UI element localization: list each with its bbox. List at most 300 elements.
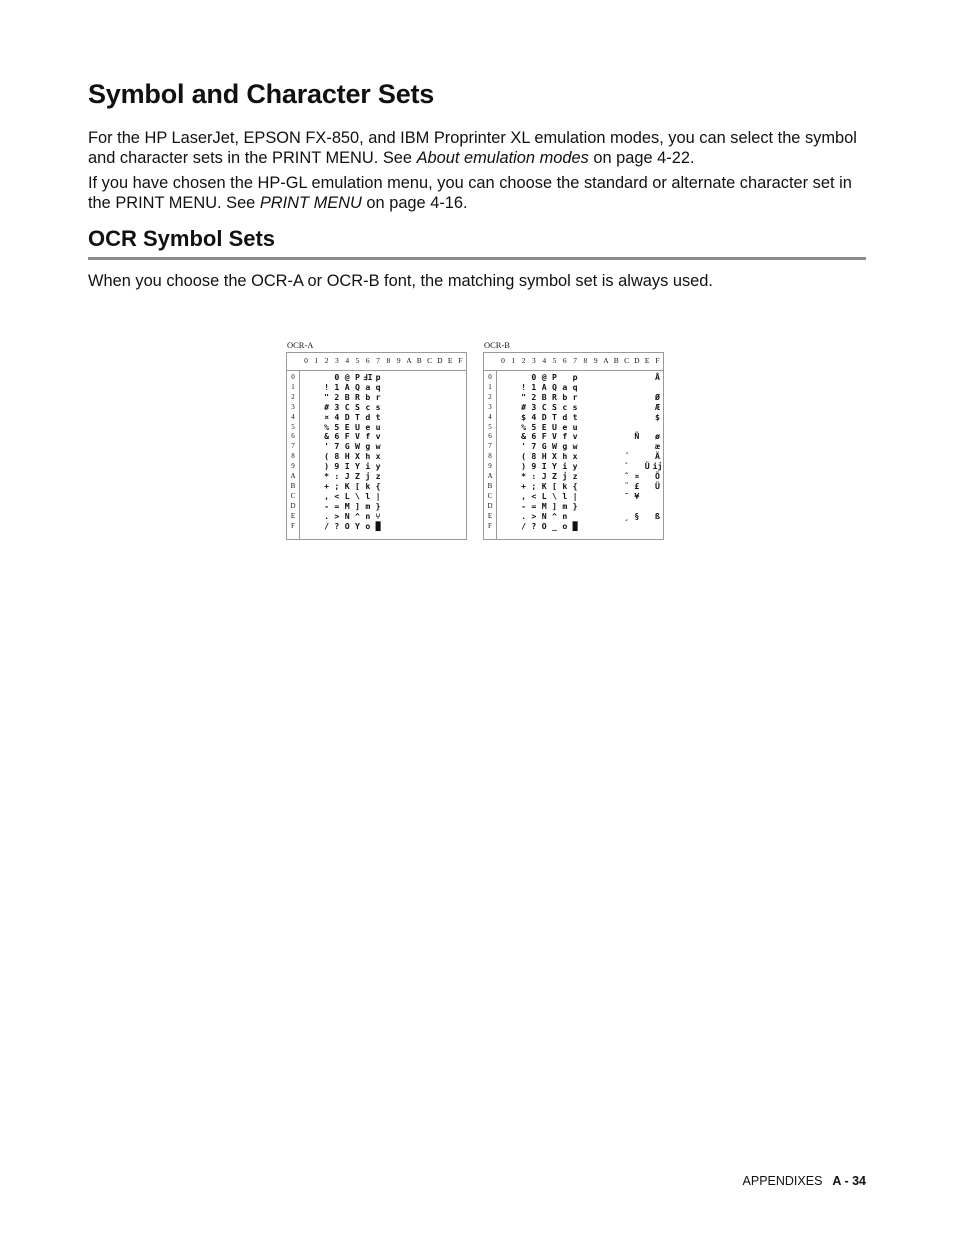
character-cell: P (552, 372, 557, 382)
character-cell: Y (355, 461, 360, 472)
character-cell: $ (521, 411, 527, 422)
character-cell: Q (552, 381, 557, 392)
character-cell: g (562, 441, 568, 452)
row-header: 3 (488, 402, 492, 411)
column-header: 4 (542, 356, 547, 365)
character-cell: ' (521, 441, 527, 452)
character-cell: l (562, 490, 568, 501)
character-cell: 4 (531, 411, 537, 422)
character-cell: Ä (655, 451, 660, 462)
character-cell: & (521, 431, 527, 442)
character-cell: J (344, 471, 350, 481)
character-cell: H (344, 451, 350, 462)
character-cell: f (562, 431, 568, 442)
row-header: A (290, 472, 296, 480)
character-cell: i (562, 461, 568, 472)
character-cell: y (572, 461, 578, 472)
character-cell: M (541, 500, 547, 511)
character-cell: e (365, 421, 371, 432)
row-header: 8 (488, 452, 492, 461)
character-cell: . (324, 510, 330, 521)
character-cell: - (324, 500, 330, 511)
character-cell: ¤ (634, 471, 640, 481)
character-cell: H (541, 451, 547, 462)
character-cell: U (355, 421, 360, 432)
character-cell: 0 (334, 372, 340, 382)
section-title: OCR Symbol Sets (88, 226, 276, 251)
character-cell: % (324, 421, 330, 432)
character-cell: ˆ (624, 471, 630, 481)
character-cell: ß (655, 510, 660, 521)
column-header: 8 (583, 356, 588, 365)
intro-1-text: For the HP LaserJet, EPSON FX-850, and IBM Proprinter XL emulation modes, you can select the symbol and character sets in the PRINT MENU. See (88, 129, 857, 167)
character-cell: W (355, 441, 360, 452)
character-cell: W (552, 441, 557, 452)
character-cell: G (344, 441, 350, 452)
character-cell: [ (552, 480, 557, 491)
character-cell: ( (521, 451, 527, 462)
character-cell: p (572, 372, 578, 382)
character-cell: C (541, 401, 547, 412)
character-cell: = (531, 500, 537, 511)
character-cell: a (365, 381, 371, 392)
character-cell: Z (552, 471, 557, 481)
character-cell: Å (655, 372, 660, 382)
character-cell: 2 (531, 391, 537, 402)
character-cell: C (344, 401, 350, 412)
character-cell: 9 (334, 461, 340, 472)
character-cell: S (552, 401, 557, 412)
character-cell: U (552, 421, 557, 432)
row-header: B (487, 481, 493, 490)
character-cell: █ (572, 520, 578, 531)
row-header: A (487, 472, 493, 480)
character-cell: y (375, 461, 381, 472)
character-cell: < (334, 490, 340, 501)
row-header-column (484, 370, 497, 539)
character-cell: E (541, 421, 547, 432)
character-cell: j (562, 471, 568, 481)
row-header: D (487, 501, 493, 510)
row-header: 2 (488, 392, 492, 401)
column-header: 5 (355, 356, 360, 365)
character-cell: | (375, 490, 381, 501)
column-header: 5 (552, 356, 557, 365)
row-header: 0 (291, 373, 295, 381)
character-cell: 9 (531, 461, 537, 472)
character-cell: t (572, 411, 578, 422)
character-cell: D (541, 411, 547, 422)
character-cell: s (572, 401, 578, 412)
character-cell: d (562, 411, 568, 422)
character-cell: § (634, 510, 640, 521)
ocr-a-grid (286, 352, 467, 540)
column-header: 9 (396, 356, 401, 365)
character-cell: R (552, 391, 557, 402)
intro-2-after: on page 4-16. (361, 194, 468, 212)
character-cell: p (375, 372, 381, 382)
character-cell: E (344, 421, 350, 432)
character-cell: G (541, 441, 547, 452)
character-cell: * (324, 471, 330, 481)
about-emulation-modes-link[interactable]: About emulation modes (416, 149, 589, 167)
character-cell: [ (355, 480, 360, 491)
character-cell: X (552, 451, 557, 462)
intro-paragraph-1 (88, 128, 878, 168)
character-cell: S (355, 401, 360, 412)
character-cell: q (375, 381, 381, 392)
row-header: 4 (291, 412, 295, 421)
ocr-a-table (286, 340, 467, 540)
character-cell: N (344, 510, 350, 521)
column-header: 7 (573, 356, 577, 365)
column-header: 2 (324, 356, 329, 365)
character-cell: Ø (655, 391, 660, 402)
character-cell: , (521, 490, 527, 501)
character-cell: l (365, 490, 371, 501)
row-header: 7 (488, 442, 492, 451)
column-header: 8 (386, 356, 391, 365)
row-header: B (290, 481, 296, 490)
character-cell: } (375, 500, 381, 511)
column-header: 1 (511, 356, 516, 365)
column-header: A (603, 356, 609, 365)
character-cell: Z (355, 471, 360, 481)
column-header: 2 (521, 356, 526, 365)
ocr-b-caption: OCR-B (484, 340, 510, 350)
character-cell: < (531, 490, 537, 501)
character-cell: , (324, 490, 330, 501)
row-header: C (290, 491, 296, 500)
character-cell: u (572, 421, 578, 432)
section-body: When you choose the OCR-A or OCR-B font, the matching symbol set is always used. (88, 272, 713, 290)
character-cell: K (541, 480, 547, 491)
character-cell: k (365, 480, 371, 491)
character-cell: ) (521, 461, 527, 472)
character-cell: e (562, 421, 568, 432)
intro-paragraph-2 (88, 173, 878, 213)
character-cell: ( (324, 451, 330, 462)
character-cell: Ñ (634, 431, 640, 442)
row-header: 8 (291, 452, 295, 461)
character-cell: O (541, 520, 547, 531)
character-cell: ¸ (624, 510, 630, 521)
character-cell: i (365, 461, 371, 472)
character-cell: z (572, 471, 578, 481)
character-cell: w (375, 441, 381, 452)
character-cell: ) (324, 461, 330, 472)
character-cell: / (521, 520, 527, 531)
row-header: 4 (488, 412, 492, 421)
character-cell: ! (521, 381, 527, 392)
character-cell: t (375, 411, 381, 422)
character-cell: w (572, 441, 578, 452)
character-cell: ˜ (624, 490, 630, 501)
row-header: 5 (488, 422, 492, 431)
character-cell: B (541, 391, 547, 402)
character-cell: 1 (334, 381, 340, 392)
character-cell: 3 (334, 401, 340, 412)
column-header: 0 (304, 356, 308, 365)
column-header: D (437, 356, 443, 365)
character-cell: D (344, 411, 350, 422)
character-cell: " (521, 391, 527, 402)
section-divider (88, 257, 866, 260)
row-header: C (487, 491, 493, 500)
column-header: 0 (501, 356, 505, 365)
character-cell: X (355, 451, 360, 462)
character-cell: F (344, 431, 350, 442)
character-cell: d (365, 411, 371, 422)
row-header: 2 (291, 392, 295, 401)
character-cell: 8 (334, 451, 340, 462)
character-cell: o (365, 520, 371, 531)
character-cell: b (562, 391, 568, 402)
column-header: 9 (593, 356, 598, 365)
column-header-row (484, 353, 663, 371)
character-cell: @ (541, 372, 547, 382)
character-cell: > (334, 510, 340, 521)
character-cell: 1 (531, 381, 537, 392)
character-cell: # (324, 401, 330, 412)
column-header: D (634, 356, 640, 365)
row-header: 7 (291, 442, 295, 451)
character-cell: \ (552, 490, 557, 501)
symbol-set-figure (278, 340, 688, 562)
character-cell: = (334, 500, 340, 511)
page-title: Symbol and Character Sets (88, 79, 435, 109)
character-cell: & (324, 431, 330, 442)
character-cell: ; (531, 480, 537, 491)
character-cell: u (375, 421, 381, 432)
character-cell: 3 (531, 401, 537, 412)
character-cell: 6 (531, 431, 537, 442)
row-header: 6 (291, 432, 295, 441)
character-cell: 7 (531, 441, 537, 452)
character-cell: h (365, 451, 371, 462)
character-cell: L (344, 490, 350, 501)
character-cell: _ (552, 520, 557, 531)
character-cell: ] (355, 500, 360, 511)
character-cell: T (355, 411, 360, 422)
character-cell: 2 (334, 391, 340, 402)
row-header: 6 (488, 432, 492, 441)
character-cell: : (531, 471, 537, 481)
row-header: 5 (291, 422, 295, 431)
character-cell: r (572, 391, 578, 402)
page-footer (743, 1174, 866, 1188)
row-header-column (287, 370, 300, 539)
ocr-b-grid (483, 352, 664, 540)
character-cell: } (572, 500, 578, 511)
character-cell: j (365, 471, 371, 481)
column-header: C (427, 356, 433, 365)
column-header: 6 (365, 356, 370, 365)
character-cell: F (541, 431, 547, 442)
character-cell: g (365, 441, 371, 452)
character-cell: M (344, 500, 350, 511)
character-cell: ´ (624, 451, 630, 462)
character-cell: { (375, 480, 381, 491)
character-cell: v (572, 431, 578, 442)
character-cell: { (572, 480, 578, 491)
character-cell: - (521, 500, 527, 511)
character-cell: 6 (334, 431, 340, 442)
character-cell: b (365, 391, 371, 402)
column-header: 7 (376, 356, 380, 365)
column-header: C (624, 356, 630, 365)
row-header: 9 (488, 462, 492, 471)
row-header: 9 (291, 462, 295, 471)
ocr-a-caption: OCR-A (287, 340, 314, 350)
column-header: B (613, 356, 619, 365)
row-header: 0 (488, 373, 492, 381)
character-cell: ] (552, 500, 557, 511)
character-cell: + (521, 480, 527, 491)
character-cell: q (572, 381, 578, 392)
character-cell: Ü (655, 480, 660, 491)
column-header: F (655, 356, 660, 365)
character-cell: 5 (334, 421, 340, 432)
character-cell: # (521, 401, 527, 412)
intro-2-text: If you have chosen the HP-GL emulation menu, you can choose the standard or alternate character set in the PRINT MENU. See (88, 174, 852, 212)
character-cell: m (365, 500, 371, 511)
character-cell: " (324, 391, 330, 402)
print-menu-link[interactable]: PRINT MENU (259, 194, 362, 212)
character-cell: a (562, 381, 568, 392)
character-cell: r (375, 391, 381, 402)
character-cell: P (355, 372, 360, 382)
column-header: 3 (532, 356, 536, 365)
row-header: F (488, 521, 492, 530)
row-header: 1 (488, 382, 492, 391)
character-cell: ! (324, 381, 330, 392)
character-cell: V (552, 431, 557, 442)
row-header: D (290, 501, 296, 510)
character-cell: ¤ (324, 411, 330, 422)
character-cell: L (541, 490, 547, 501)
character-cell: █ (375, 520, 381, 531)
character-cell: @ (344, 372, 350, 382)
character-cell: ℲI (362, 372, 373, 382)
character-cell: V (355, 431, 360, 442)
character-cell: h (562, 451, 568, 462)
character-cell: ¥ (634, 490, 640, 501)
character-cell: J (541, 471, 547, 481)
character-cell: % (521, 421, 527, 432)
character-cell: s (375, 401, 381, 412)
character-cell: B (344, 391, 350, 402)
character-cell: n (562, 510, 568, 521)
character-cell: f (365, 431, 371, 442)
character-cell: 8 (531, 451, 537, 462)
character-cell: Ö (655, 471, 660, 481)
character-cell: 0 (531, 372, 537, 382)
column-header: F (458, 356, 463, 365)
character-cell: ^ (552, 510, 557, 521)
column-header: 3 (335, 356, 339, 365)
character-cell: c (562, 401, 568, 412)
column-header: 4 (345, 356, 350, 365)
ocr-b-table (483, 340, 664, 540)
character-cell: ` (624, 461, 630, 472)
character-cell: k (562, 480, 568, 491)
column-header: 6 (562, 356, 567, 365)
character-cell: Æ (655, 401, 660, 412)
character-cell: m (562, 500, 568, 511)
character-cell: . (521, 510, 527, 521)
character-cell: ^ (355, 510, 360, 521)
intro-1-after: on page 4-22. (588, 149, 695, 167)
character-cell: o (562, 520, 568, 531)
character-cell: K (344, 480, 350, 491)
character-cell: O (344, 520, 350, 531)
character-cell: A (541, 381, 547, 392)
character-cell: ø (655, 431, 660, 442)
character-cell: x (375, 451, 381, 462)
character-cell: > (531, 510, 537, 521)
character-cell: ; (334, 480, 340, 491)
character-cell: n (365, 510, 371, 521)
row-header: E (290, 511, 296, 520)
page-number: A - 34 (832, 1174, 866, 1188)
character-cell: Y (552, 461, 557, 472)
character-cell: ¨ (624, 480, 630, 491)
character-cell: ij (652, 461, 663, 472)
column-header: E (644, 356, 650, 365)
character-cell: T (552, 411, 557, 422)
character-cell: ' (324, 441, 330, 452)
character-cell: Q (355, 381, 360, 392)
character-cell: $ (655, 411, 660, 422)
row-header: E (487, 511, 493, 520)
character-cell: c (365, 401, 371, 412)
character-cell: Y (355, 520, 360, 531)
character-cell: Ü (644, 461, 650, 472)
character-cell: * (521, 471, 527, 481)
character-cell: 7 (334, 441, 340, 452)
character-cell: ? (531, 520, 537, 531)
column-header-row (287, 353, 466, 371)
row-header: F (291, 521, 295, 530)
character-cell: ? (334, 520, 340, 531)
footer-section: APPENDIXES (742, 1174, 823, 1188)
character-cell: £ (634, 480, 640, 491)
character-cell: N (541, 510, 547, 521)
character-cell: z (375, 471, 381, 481)
column-header: E (447, 356, 453, 365)
character-cell: 5 (531, 421, 537, 432)
character-cell: + (324, 480, 330, 491)
character-cell: I (344, 461, 350, 472)
character-cell: / (324, 520, 330, 531)
character-cell: I (541, 461, 547, 472)
character-cell: A (344, 381, 350, 392)
column-header: A (406, 356, 412, 365)
column-header: 1 (314, 356, 319, 365)
character-cell: : (334, 471, 340, 481)
character-cell: v (375, 431, 381, 442)
character-cell: 4 (334, 411, 340, 422)
character-cell: ⑂ (375, 510, 381, 521)
character-cell: æ (655, 441, 660, 452)
character-cell: \ (355, 490, 360, 501)
character-cell: x (572, 451, 578, 462)
row-header: 1 (291, 382, 295, 391)
column-header: B (416, 356, 422, 365)
character-cell: | (572, 490, 578, 501)
character-cell: R (355, 391, 360, 402)
